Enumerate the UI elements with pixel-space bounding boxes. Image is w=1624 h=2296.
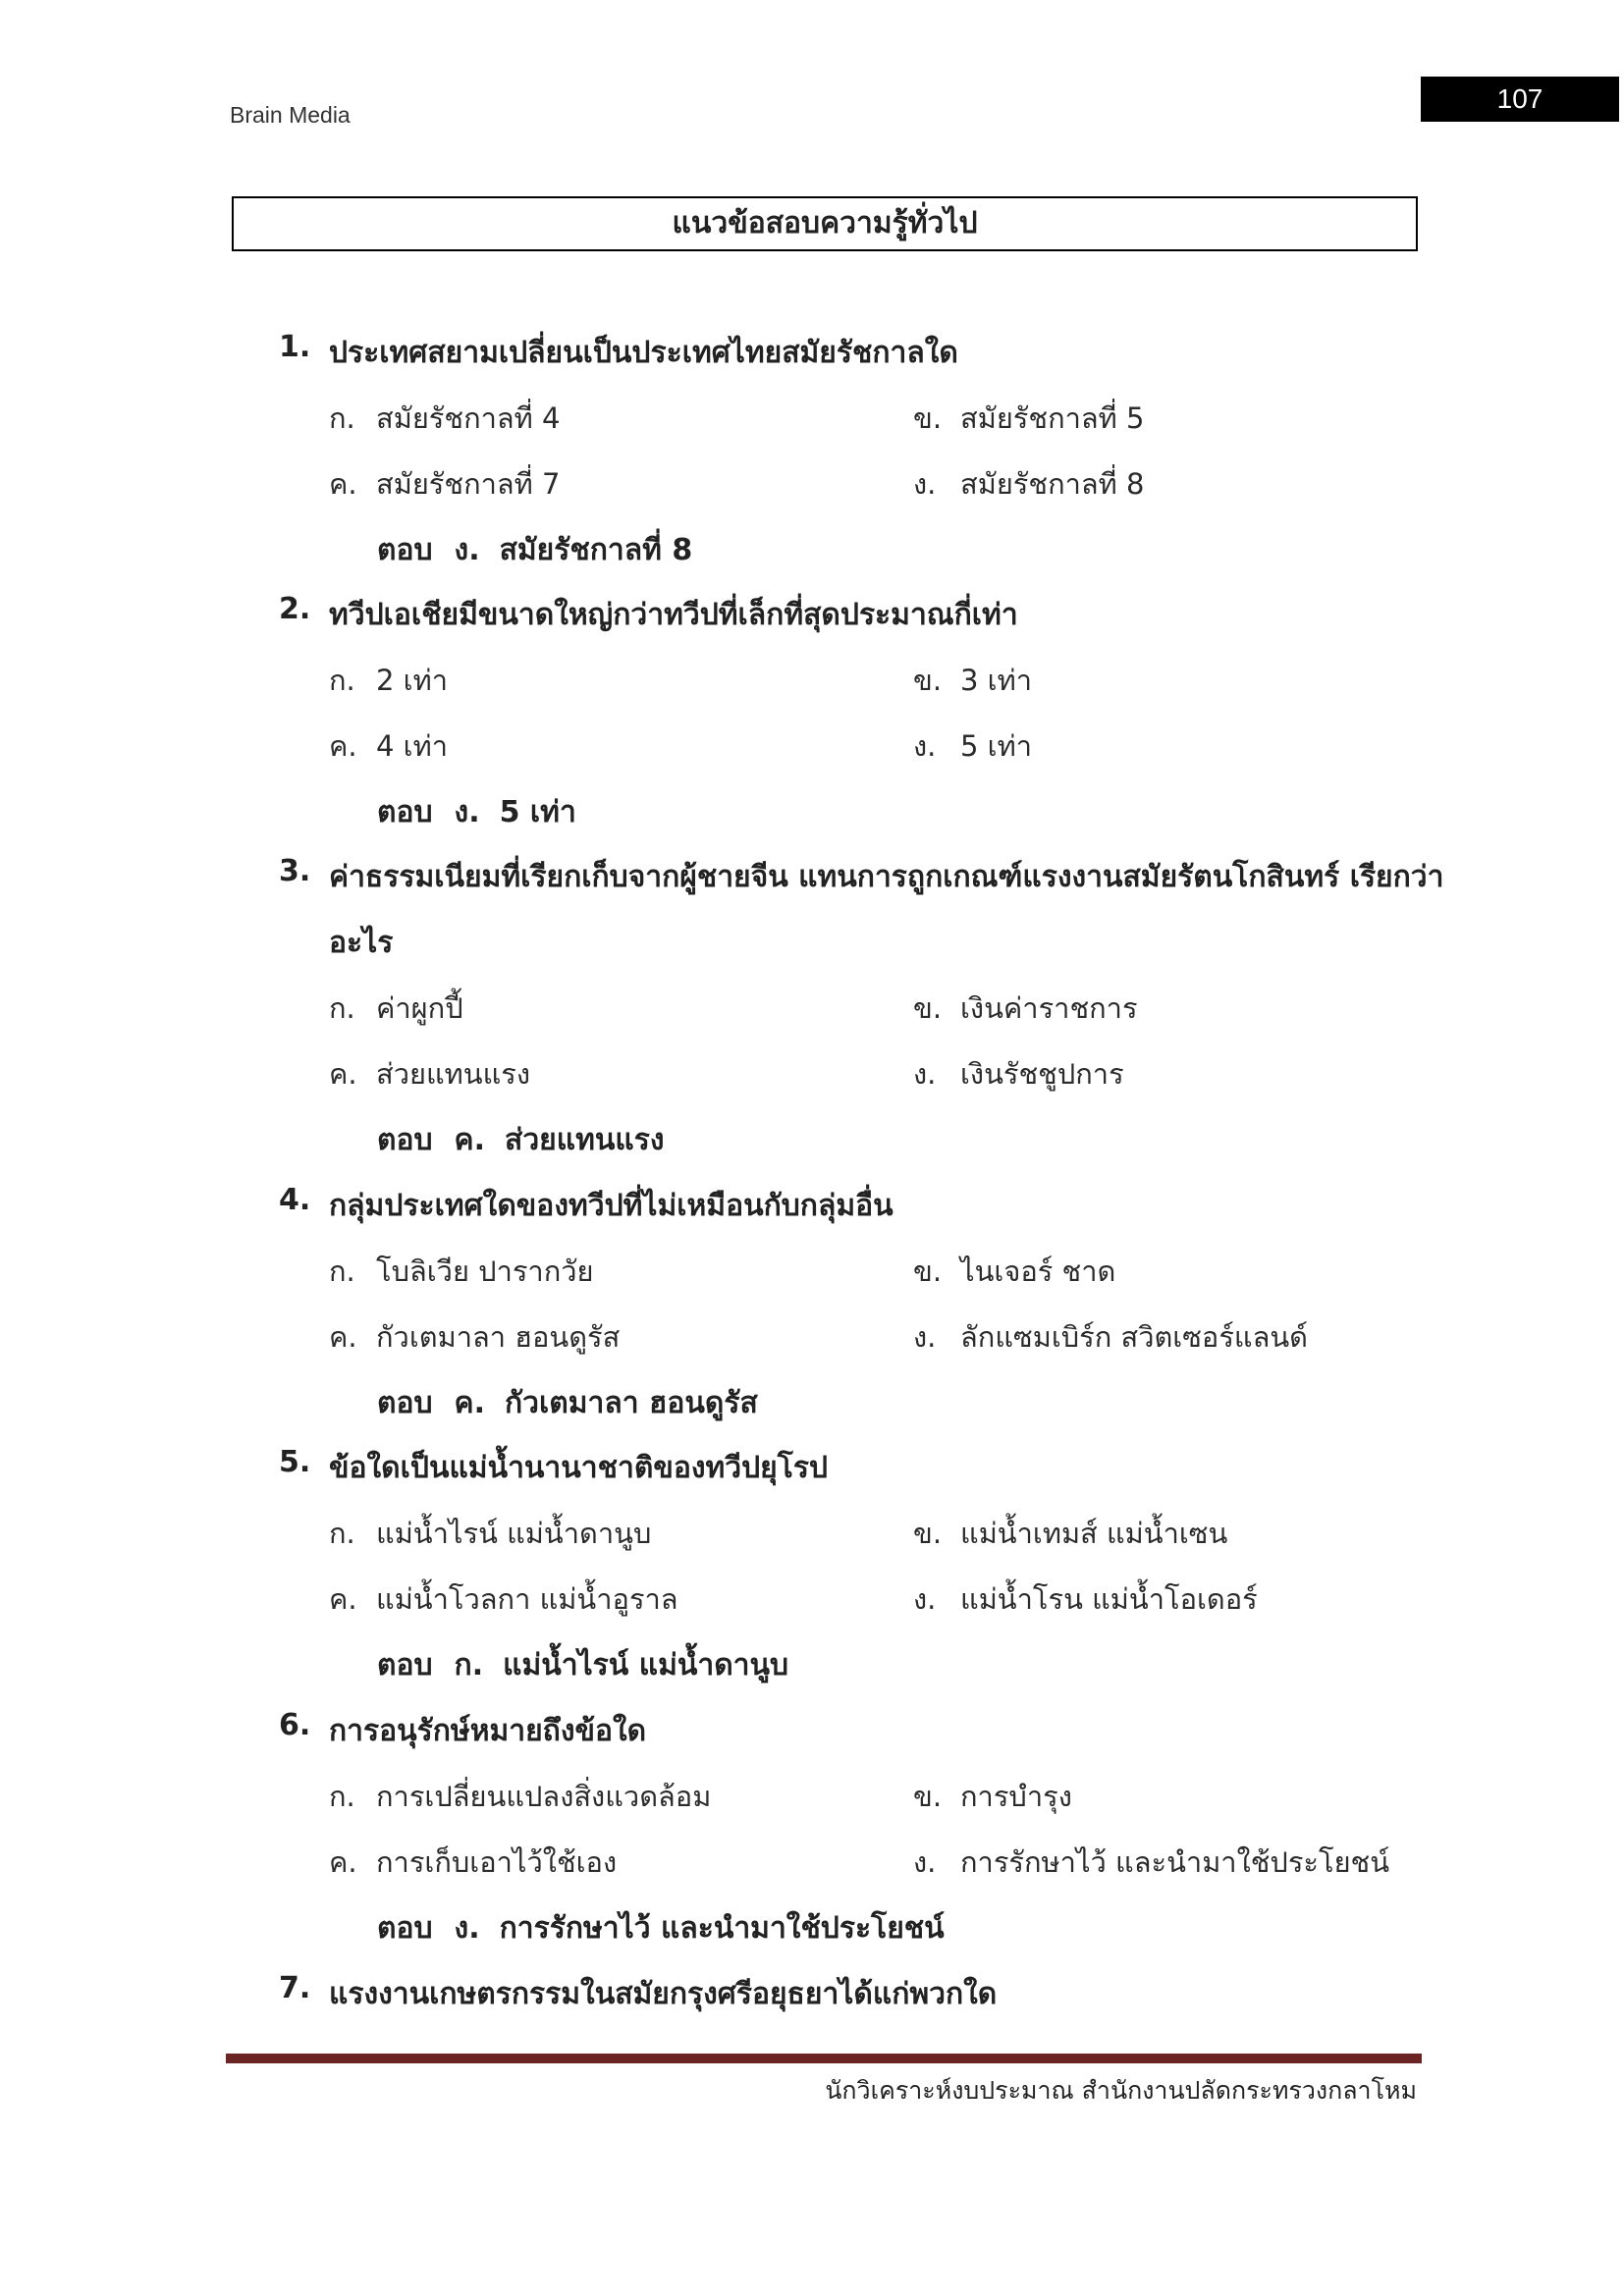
option-text: ส่วยแทนแรง [376,1057,531,1091]
option-text: โบลิเวีย ปารากวัย [376,1255,594,1288]
question-text: ทวีปเอเชียมีขนาดใหญ่กว่าทวีปที่เล็กที่สุดประมาณกี่เท่า [329,598,1018,632]
option-text: การบำรุง [960,1780,1072,1813]
option-b [913,1511,1227,1556]
answer-text: สมัยรัชกาลที่ 8 [499,533,693,567]
option-mark: ก. [329,1255,355,1288]
answer-line [377,527,692,573]
option-b [913,1774,1072,1819]
option-text: แม่น้ำเทมส์ แม่น้ำเซน [960,1517,1228,1550]
option-d [913,461,1144,507]
question-number: 7. [279,1971,311,2005]
answer-label: ตอบ [377,533,433,567]
question-number: 5. [279,1445,311,1479]
option-d [913,1576,1258,1622]
option-mark: ค. [329,729,357,763]
question-text-line2: อะไร [329,926,394,960]
option-mark: ข. [913,1780,943,1813]
question-number: 1. [279,330,311,364]
option-c [329,461,560,507]
option-mark: ข. [913,1517,943,1550]
option-text: ไนเจอร์ ชาด [960,1255,1116,1288]
question-text: แรงงานเกษตรกรรมในสมัยกรุงศรีอยุธยาได้แก่พวกใด [329,1977,998,2011]
footer-text: นักวิเคราะห์งบประมาณ สำนักงานปลัดกระทรวงกลาโหม [825,2076,1417,2105]
option-mark: ง. [913,729,937,763]
question-text: ค่าธรรมเนียมที่เรียกเก็บจากผู้ชายจีน แทนการถูกเกณฑ์แรงงานสมัยรัตนโกสินทร์ เรียกว่า [329,860,1444,894]
option-text: ลักแซมเบิร์ก สวิตเซอร์แลนด์ [960,1320,1309,1354]
option-text: 2 เท่า [376,664,448,697]
option-text: 5 เท่า [960,729,1032,763]
option-mark: ง. [913,1582,937,1616]
option-a [329,986,463,1031]
answer-text: 5 เท่า [499,795,576,829]
option-text: แม่น้ำโวลกา แม่น้ำอูราล [376,1582,678,1616]
option-text: แม่น้ำโรน แม่น้ำโอเดอร์ [960,1582,1258,1616]
option-text: เงินค่าราชการ [960,991,1138,1025]
question-text: กลุ่มประเทศใดของทวีปที่ไม่เหมือนกับกลุ่มอื่น [329,1189,893,1223]
option-mark: ค. [329,1057,357,1091]
option-c [329,1840,617,1885]
option-mark: ง. [913,1845,937,1879]
option-mark: ข. [913,1255,943,1288]
answer-line [377,1380,758,1426]
option-a [329,1774,711,1819]
option-d [913,1314,1308,1360]
option-text: การรักษาไว้ และนำมาใช้ประโยชน์ [960,1845,1390,1879]
answer-label: ตอบ [377,1386,433,1420]
page-number: 107 [1421,77,1619,122]
option-text: สมัยรัชกาลที่ 5 [960,401,1145,435]
question-number: 3. [279,854,311,888]
option-mark: ก. [329,401,355,435]
brand-name: Brain Media [230,102,351,128]
option-mark: ก. [329,1517,355,1550]
option-c [329,1314,620,1360]
option-text: ค่าผูกปี้ [376,991,463,1025]
answer-text: กัวเตมาลา ฮอนดูรัส [505,1386,758,1420]
option-mark: ง. [913,1320,937,1354]
option-mark: ข. [913,401,943,435]
option-mark: ก. [329,991,355,1025]
question-number: 4. [279,1183,311,1217]
option-text: แม่น้ำไรน์ แม่น้ำดานูบ [376,1517,652,1550]
answer-label: ตอบ [377,1648,433,1682]
option-b [913,1249,1115,1294]
option-c [329,1051,530,1096]
option-mark: ค. [329,1845,357,1879]
option-mark: ค. [329,1582,357,1616]
option-mark: ก. [329,1780,355,1813]
question-number: 2. [279,592,311,626]
question-text: การอนุรักษ์หมายถึงข้อใด [329,1714,647,1748]
section-title: แนวข้อสอบความรู้ทั่วไป [232,196,1418,251]
option-b [913,396,1144,441]
answer-text: การรักษาไว้ และนำมาใช้ประโยชน์ [499,1911,945,1946]
answer-mark: ง. [454,795,480,829]
answer-label: ตอบ [377,1911,433,1946]
option-mark: ข. [913,991,943,1025]
option-d [913,723,1032,769]
answer-line [377,789,576,835]
question-text: ข้อใดเป็นแม่น้ำนานาชาติของทวีปยุโรป [329,1451,829,1485]
option-c [329,1576,678,1622]
answer-text: ส่วยแทนแรง [505,1123,665,1157]
option-mark: ข. [913,664,943,697]
option-text: 4 เท่า [376,729,448,763]
option-text: เงินรัชชูปการ [960,1057,1124,1091]
answer-text: แม่น้ำไรน์ แม่น้ำดานูบ [503,1648,789,1682]
option-text: สมัยรัชกาลที่ 8 [960,467,1145,501]
option-text: สมัยรัชกาลที่ 7 [376,467,561,501]
answer-mark: ง. [454,533,480,567]
answer-mark: ง. [454,1911,480,1946]
option-mark: ง. [913,467,937,501]
answer-mark: ค. [454,1123,486,1157]
answer-label: ตอบ [377,1123,433,1157]
answer-label: ตอบ [377,795,433,829]
option-text: การเก็บเอาไว้ใช้เอง [376,1845,618,1879]
option-d [913,1840,1389,1885]
option-text: สมัยรัชกาลที่ 4 [376,401,561,435]
option-mark: ค. [329,1320,357,1354]
option-a [329,1249,594,1294]
answer-line [377,1642,788,1688]
option-c [329,723,448,769]
option-mark: ก. [329,664,355,697]
option-text: 3 เท่า [960,664,1032,697]
question-text: ประเทศสยามเปลี่ยนเป็นประเทศไทยสมัยรัชกาลใด [329,336,958,370]
footer-divider [226,2054,1422,2063]
answer-mark: ค. [454,1386,486,1420]
answer-line [377,1117,664,1163]
answer-line [377,1905,945,1951]
option-b [913,986,1138,1031]
option-a [329,396,560,441]
option-text: กัวเตมาลา ฮอนดูรัส [376,1320,621,1354]
option-mark: ค. [329,467,357,501]
question-number: 6. [279,1708,311,1742]
option-b [913,658,1032,703]
option-a [329,1511,651,1556]
option-mark: ง. [913,1057,937,1091]
answer-mark: ก. [454,1648,484,1682]
option-d [913,1051,1124,1096]
option-a [329,658,448,703]
option-text: การเปลี่ยนแปลงสิ่งแวดล้อม [376,1780,712,1813]
